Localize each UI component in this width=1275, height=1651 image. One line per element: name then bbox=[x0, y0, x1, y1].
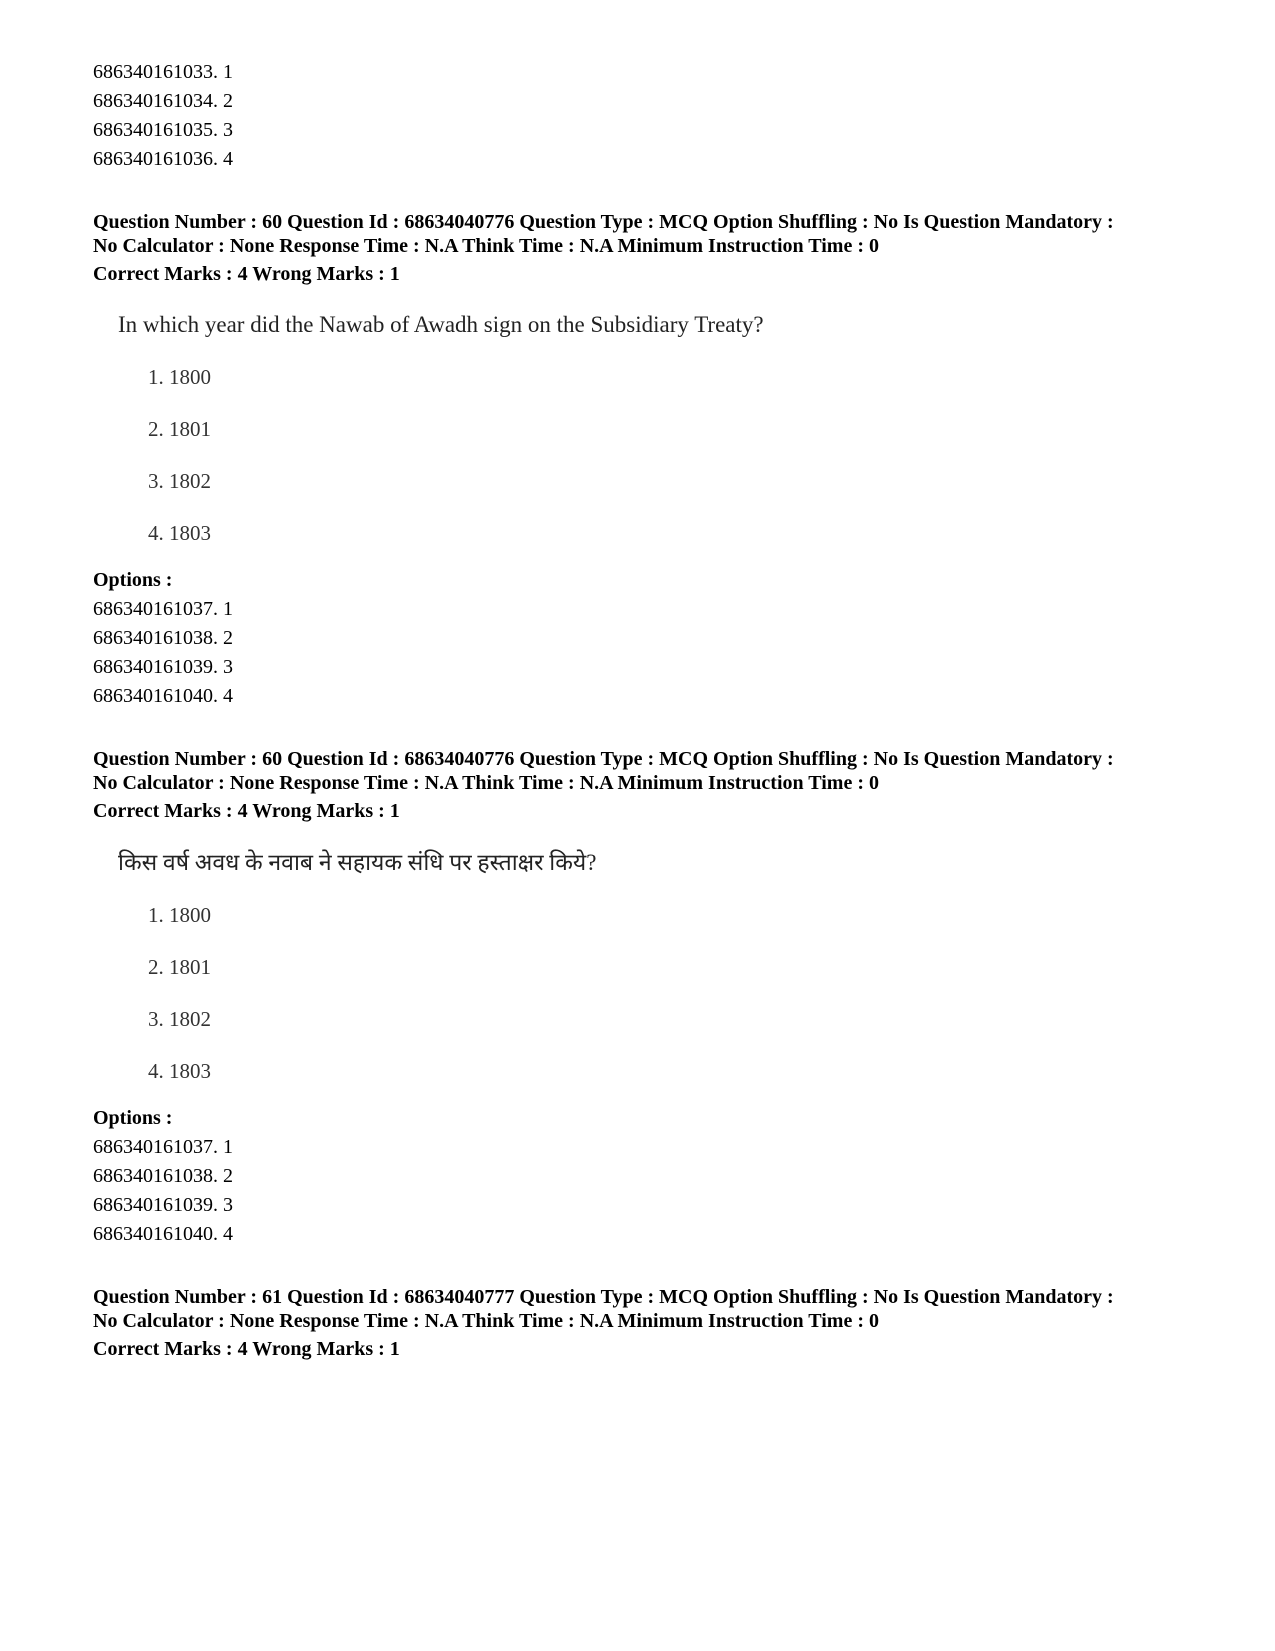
option-item: 686340161037. 1 bbox=[93, 1136, 233, 1158]
choice-item: 3. 1802 bbox=[148, 1007, 211, 1031]
options-list bbox=[93, 595, 1213, 711]
option-item: 686340161036. 4 bbox=[93, 148, 233, 170]
document-page bbox=[93, 58, 1213, 1364]
option-item: 686340161035. 3 bbox=[93, 119, 233, 141]
choice-item: 1. 1800 bbox=[148, 903, 211, 927]
choice-item: 2. 1801 bbox=[148, 417, 211, 441]
choice-item: 3. 1802 bbox=[148, 469, 211, 493]
question-header-line2: No Calculator : None Response Time : N.A Think Time : N.A Minimum Instruction Time : 0 bbox=[93, 235, 879, 257]
question-marks: Correct Marks : 4 Wrong Marks : 1 bbox=[93, 1338, 400, 1360]
top-options-list bbox=[93, 58, 1213, 174]
question-header-line2: No Calculator : None Response Time : N.A Think Time : N.A Minimum Instruction Time : 0 bbox=[93, 1310, 879, 1332]
question-block bbox=[93, 747, 1213, 1249]
option-item: 686340161040. 4 bbox=[93, 1223, 233, 1245]
option-item: 686340161033. 1 bbox=[93, 61, 233, 83]
question-marks: Correct Marks : 4 Wrong Marks : 1 bbox=[93, 263, 400, 285]
choice-item: 2. 1801 bbox=[148, 955, 211, 979]
question-header-line1: Question Number : 60 Question Id : 68634040776 Question Type : MCQ Option Shuffling : No Is Question Mandatory : bbox=[93, 748, 1114, 770]
question-marks: Correct Marks : 4 Wrong Marks : 1 bbox=[93, 800, 400, 822]
question-block bbox=[93, 1285, 1213, 1364]
option-item: 686340161039. 3 bbox=[93, 656, 233, 678]
question-header-line1: Question Number : 61 Question Id : 68634040777 Question Type : MCQ Option Shuffling : No Is Question Mandatory : bbox=[93, 1286, 1114, 1308]
options-label: Options : bbox=[93, 569, 173, 591]
choice-list bbox=[148, 900, 1213, 1086]
question-text: किस वर्ष अवध के नवाब ने सहायक संधि पर हस्ताक्षर किये? bbox=[118, 850, 597, 875]
options-list bbox=[93, 1133, 1213, 1249]
choice-item: 4. 1803 bbox=[148, 1059, 211, 1083]
option-item: 686340161037. 1 bbox=[93, 598, 233, 620]
choice-list bbox=[148, 362, 1213, 548]
question-text: In which year did the Nawab of Awadh sign on the Subsidiary Treaty? bbox=[118, 312, 764, 337]
choice-item: 4. 1803 bbox=[148, 521, 211, 545]
question-block bbox=[93, 210, 1213, 711]
question-header-line2: No Calculator : None Response Time : N.A Think Time : N.A Minimum Instruction Time : 0 bbox=[93, 772, 879, 794]
question-header-line1: Question Number : 60 Question Id : 68634040776 Question Type : MCQ Option Shuffling : No Is Question Mandatory : bbox=[93, 211, 1114, 233]
options-label: Options : bbox=[93, 1107, 173, 1129]
option-item: 686340161038. 2 bbox=[93, 627, 233, 649]
option-item: 686340161038. 2 bbox=[93, 1165, 233, 1187]
choice-item: 1. 1800 bbox=[148, 365, 211, 389]
option-item: 686340161034. 2 bbox=[93, 90, 233, 112]
option-item: 686340161039. 3 bbox=[93, 1194, 233, 1216]
option-item: 686340161040. 4 bbox=[93, 685, 233, 707]
